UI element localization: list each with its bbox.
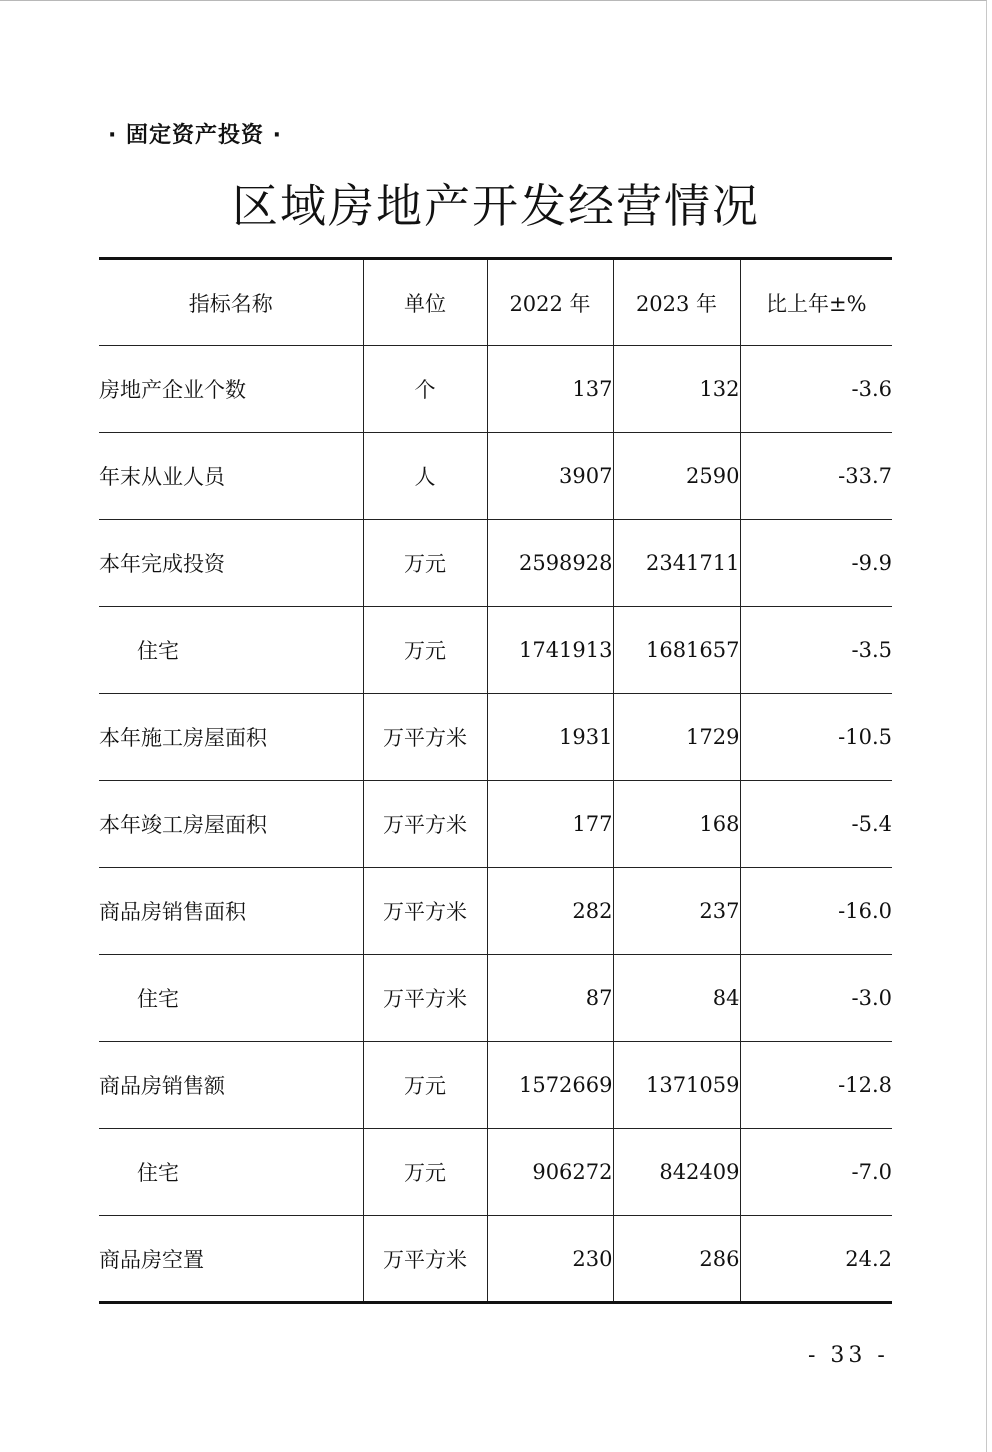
table-row (99, 346, 892, 433)
value-2022: 87 (487, 955, 613, 1042)
unit-cell: 万元 (363, 1042, 487, 1129)
indicator-name: 年末从业人员 (99, 433, 363, 520)
column-header-unit: 单位 (363, 259, 487, 346)
table-header (99, 259, 892, 346)
table-row (99, 694, 892, 781)
column-header-2022: 2022 年 (487, 259, 613, 346)
change-percent: 24.2 (740, 1216, 892, 1303)
value-2022: 177 (487, 781, 613, 868)
indicator-name: 本年完成投资 (99, 520, 363, 607)
column-header-change: 比上年±% (740, 259, 892, 346)
page-number: - 33 - (808, 1343, 889, 1368)
table-body (99, 346, 892, 1303)
table-row (99, 520, 892, 607)
value-2023: 84 (613, 955, 740, 1042)
value-2023: 2590 (613, 433, 740, 520)
unit-cell: 万平方米 (363, 1216, 487, 1303)
table-row (99, 1042, 892, 1129)
table-row (99, 955, 892, 1042)
indicator-name: 商品房空置 (99, 1216, 363, 1303)
value-2022: 1931 (487, 694, 613, 781)
change-percent: -3.6 (740, 346, 892, 433)
table-row (99, 607, 892, 694)
value-2023: 132 (613, 346, 740, 433)
table-row (99, 433, 892, 520)
value-2022: 2598928 (487, 520, 613, 607)
change-percent: -10.5 (740, 694, 892, 781)
indicator-name: 住宅 (99, 955, 363, 1042)
unit-cell: 万平方米 (363, 955, 487, 1042)
indicator-name: 房地产企业个数 (99, 346, 363, 433)
value-2023: 2341711 (613, 520, 740, 607)
value-2023: 286 (613, 1216, 740, 1303)
indicator-name: 住宅 (99, 607, 363, 694)
value-2022: 3907 (487, 433, 613, 520)
value-2023: 1681657 (613, 607, 740, 694)
change-percent: -5.4 (740, 781, 892, 868)
change-percent: -3.5 (740, 607, 892, 694)
value-2022: 137 (487, 346, 613, 433)
value-2022: 1572669 (487, 1042, 613, 1129)
unit-cell: 人 (363, 433, 487, 520)
change-percent: -7.0 (740, 1129, 892, 1216)
value-2022: 906272 (487, 1129, 613, 1216)
table-row (99, 781, 892, 868)
table-header-row (99, 259, 892, 346)
value-2023: 1729 (613, 694, 740, 781)
value-2023: 1371059 (613, 1042, 740, 1129)
unit-cell: 万元 (363, 520, 487, 607)
table-row (99, 868, 892, 955)
data-table (99, 257, 892, 1304)
indicator-name: 商品房销售面积 (99, 868, 363, 955)
unit-cell: 万平方米 (363, 781, 487, 868)
unit-cell: 万元 (363, 1129, 487, 1216)
value-2022: 1741913 (487, 607, 613, 694)
value-2023: 237 (613, 868, 740, 955)
change-percent: -3.0 (740, 955, 892, 1042)
indicator-name: 本年竣工房屋面积 (99, 781, 363, 868)
change-percent: -12.8 (740, 1042, 892, 1129)
change-percent: -33.7 (740, 433, 892, 520)
change-percent: -16.0 (740, 868, 892, 955)
value-2023: 842409 (613, 1129, 740, 1216)
column-header-name: 指标名称 (188, 291, 273, 316)
table-row (99, 1216, 892, 1303)
unit-cell: 个 (363, 346, 487, 433)
unit-cell: 万平方米 (363, 694, 487, 781)
unit-cell: 万元 (363, 607, 487, 694)
page-title: 区域房地产开发经营情况 (232, 179, 760, 233)
indicator-name: 本年施工房屋面积 (99, 694, 363, 781)
value-2023: 168 (613, 781, 740, 868)
change-percent: -9.9 (740, 520, 892, 607)
column-header-2023: 2023 年 (613, 259, 740, 346)
section-label: · 固定资产投资 · (108, 123, 283, 148)
value-2022: 282 (487, 868, 613, 955)
table-row (99, 1129, 892, 1216)
value-2022: 230 (487, 1216, 613, 1303)
indicator-name: 住宅 (99, 1129, 363, 1216)
indicator-name: 商品房销售额 (99, 1042, 363, 1129)
unit-cell: 万平方米 (363, 868, 487, 955)
